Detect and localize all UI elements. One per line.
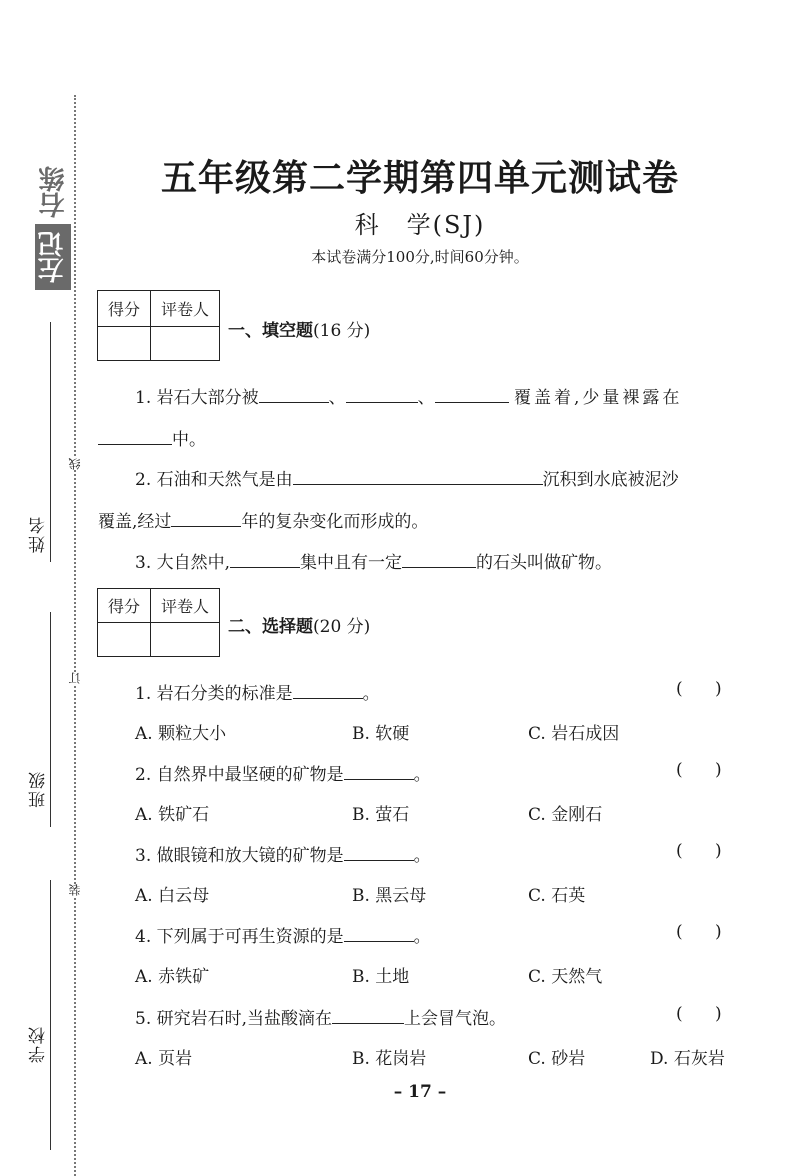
blank[interactable] xyxy=(344,925,414,942)
answer-paren[interactable]: ( ) xyxy=(676,841,722,861)
option-b: B. 花岗岩 xyxy=(352,1049,427,1069)
option-c: C. 砂岩 xyxy=(528,1049,586,1069)
page-number: – 17 – xyxy=(393,1082,447,1102)
option-a: A. 页岩 xyxy=(135,1049,193,1069)
answer-paren[interactable]: ( ) xyxy=(676,922,722,942)
option-a: A. 赤铁矿 xyxy=(135,967,210,987)
fill-q1-line1: 1. 岩石大部分被 、 、 覆盖着,少量裸露在 xyxy=(135,388,683,408)
cut-mark-line: 线 xyxy=(68,458,82,470)
choice-q4-stem: 4. 下列属于可再生资源的是 。 xyxy=(135,927,431,947)
blank[interactable] xyxy=(171,510,241,527)
fill-q1-line2: 中。 xyxy=(98,425,206,450)
option-c: C. 天然气 xyxy=(528,967,603,987)
cut-mark-bind: 装 xyxy=(68,884,82,896)
score-box-1 xyxy=(97,290,220,361)
option-c: C. 岩石成因 xyxy=(528,724,620,744)
brand-bottom-text: 左记 xyxy=(35,224,71,290)
grader-label: 评卷人 xyxy=(151,291,220,327)
blank[interactable] xyxy=(293,682,363,699)
class-label: 班级 xyxy=(29,770,49,808)
blank[interactable] xyxy=(344,844,414,861)
option-b: B. 土地 xyxy=(352,967,410,987)
blank[interactable] xyxy=(259,386,329,403)
brand-logo xyxy=(32,160,72,290)
option-c: C. 金刚石 xyxy=(528,805,603,825)
page-title: 五年级第二学期第四单元测试卷 xyxy=(160,158,679,199)
blank[interactable] xyxy=(98,428,172,445)
cut-mark-order: 订 xyxy=(68,672,82,684)
brand-top-text: 右练 xyxy=(39,166,69,218)
score-box-2 xyxy=(97,588,220,657)
blank[interactable] xyxy=(344,763,414,780)
exam-note: 本试卷满分100分,时间60分钟。 xyxy=(311,248,529,266)
choice-q3-stem: 3. 做眼镜和放大镜的矿物是 。 xyxy=(135,846,431,866)
option-a: A. 颗粒大小 xyxy=(135,724,227,744)
answer-paren[interactable]: ( ) xyxy=(676,1004,722,1024)
school-fill-line xyxy=(50,880,51,1150)
school-label: 学校 xyxy=(29,1025,49,1063)
option-b: B. 软硬 xyxy=(352,724,410,744)
option-b: B. 萤石 xyxy=(352,805,410,825)
option-a: A. 铁矿石 xyxy=(135,805,210,825)
choice-q1-stem: 1. 岩石分类的标准是 。 xyxy=(135,684,380,704)
option-c: C. 石英 xyxy=(528,886,586,906)
blank[interactable] xyxy=(346,386,418,403)
score-cell[interactable] xyxy=(98,327,151,361)
blank[interactable] xyxy=(435,386,509,403)
blank[interactable] xyxy=(230,551,300,568)
score-cell[interactable] xyxy=(98,623,151,657)
grader-cell[interactable] xyxy=(151,623,220,657)
option-d: D. 石灰岩 xyxy=(650,1049,725,1069)
blank[interactable] xyxy=(332,1007,404,1024)
fill-q2-line1: 2. 石油和天然气是由 沉积到水底被泥沙 xyxy=(135,470,679,490)
score-label: 得分 xyxy=(98,291,151,327)
grader-label: 评卷人 xyxy=(151,589,220,623)
score-label: 得分 xyxy=(98,589,151,623)
answer-paren[interactable]: ( ) xyxy=(676,760,722,780)
fill-q2-line2: 覆盖,经过 年的复杂变化而形成的。 xyxy=(98,512,429,532)
section-1-title: 一、填空题(16 分) xyxy=(228,321,371,341)
option-b: B. 黑云母 xyxy=(352,886,427,906)
grader-cell[interactable] xyxy=(151,327,220,361)
answer-paren[interactable]: ( ) xyxy=(676,679,722,699)
blank[interactable] xyxy=(402,551,476,568)
choice-q2-stem: 2. 自然界中最坚硬的矿物是 。 xyxy=(135,765,431,785)
subject-title: 科 学(SJ) xyxy=(354,211,486,239)
section-2-title: 二、选择题(20 分) xyxy=(228,617,371,637)
binding-dotted-line xyxy=(74,95,76,1176)
option-a: A. 白云母 xyxy=(135,886,210,906)
choice-q5-stem: 5. 研究岩石时,当盐酸滴在 上会冒气泡。 xyxy=(135,1009,507,1029)
name-label: 姓名 xyxy=(29,515,49,553)
fill-q3: 3. 大自然中, 集中且有一定 的石头叫做矿物。 xyxy=(135,553,613,573)
blank[interactable] xyxy=(293,468,543,485)
